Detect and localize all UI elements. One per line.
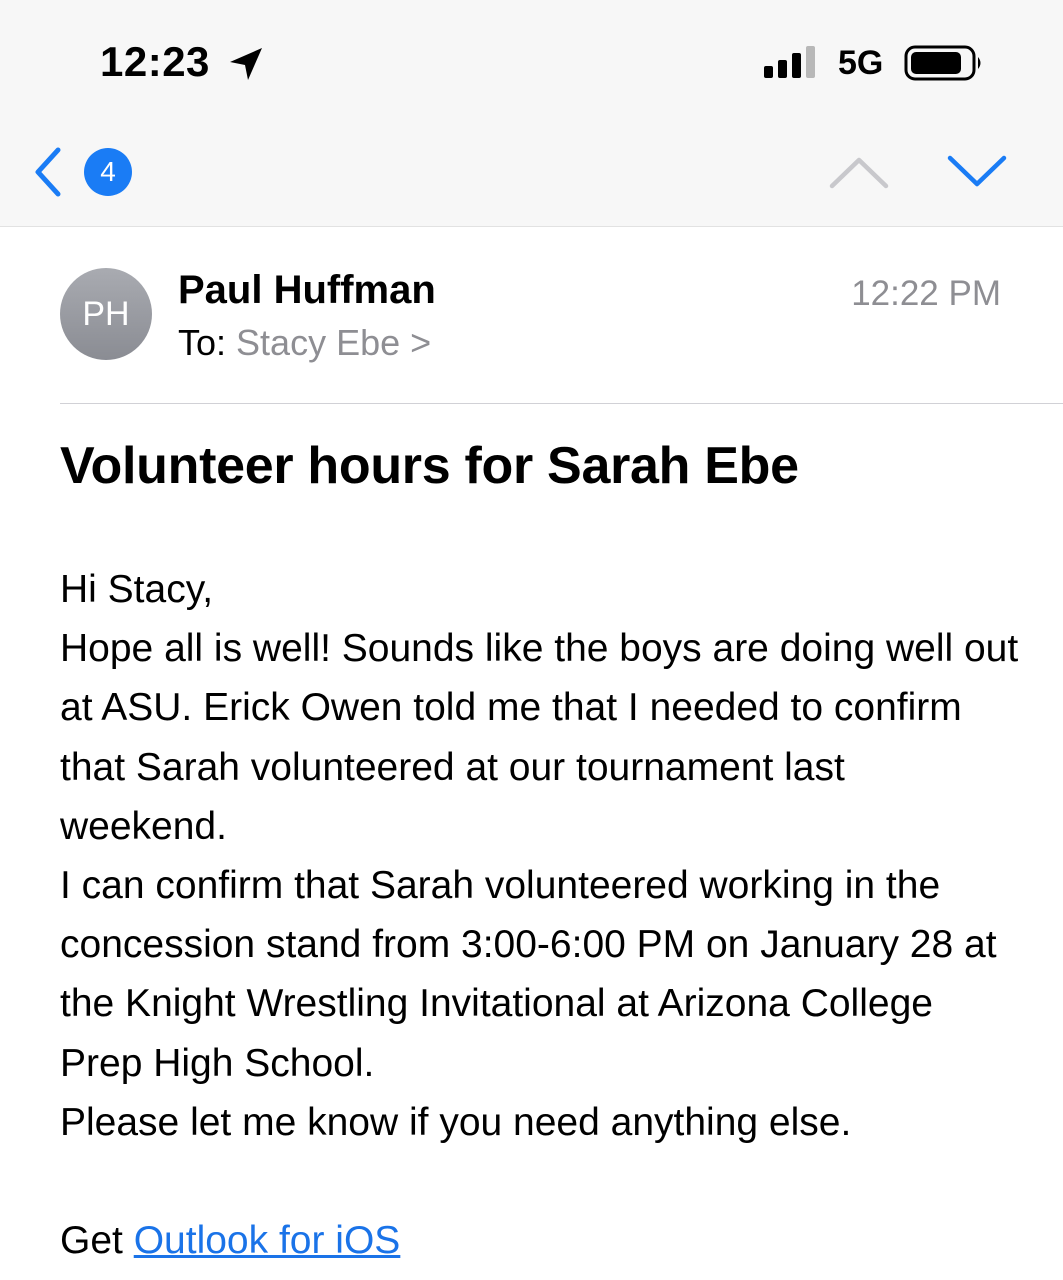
- status-time: 12:23: [100, 38, 210, 85]
- body-spacer: [60, 1152, 1020, 1211]
- email-timestamp: 12:22 PM: [851, 274, 1001, 313]
- recipient-name: Stacy Ebe: [236, 322, 401, 363]
- cellular-signal-icon: [764, 44, 822, 80]
- unread-count-badge: 4: [84, 148, 132, 196]
- body-paragraph: I can confirm that Sarah volunteered working in the concession stand from 3:00-6:00 PM on January 28 at the Knight Wrestling Invitational at Arizona College Prep High School.: [60, 864, 997, 1085]
- body-paragraph: Hope all is well! Sounds like the boys are doing well out at ASU. Erick Owen told me that I needed to confirm that Sarah volunteered at our tournament last weekend.: [60, 627, 1019, 848]
- chevron-down-icon[interactable]: [946, 150, 1008, 194]
- sender-name[interactable]: Paul Huffman: [178, 268, 436, 312]
- signature-prefix: Get: [60, 1219, 123, 1263]
- mail-nav-bar: [0, 120, 1063, 227]
- location-arrow-icon: [226, 44, 266, 84]
- email-body: [60, 560, 1020, 1270]
- back-to-inbox-button[interactable]: [26, 144, 146, 200]
- header-divider: [60, 403, 1063, 404]
- email-signature: [60, 1211, 1020, 1270]
- chevron-left-icon: [30, 146, 66, 198]
- status-bar: [0, 0, 1063, 120]
- network-type-label: 5G: [838, 44, 884, 82]
- sender-avatar[interactable]: PH: [60, 268, 152, 360]
- body-paragraph: Hi Stacy,: [60, 568, 214, 611]
- chevron-up-icon[interactable]: [828, 150, 890, 194]
- recipient-row[interactable]: [178, 322, 431, 364]
- battery-icon: [904, 44, 984, 82]
- to-label: To:: [178, 322, 227, 363]
- body-paragraph: Please let me know if you need anything else.: [60, 1100, 852, 1144]
- outlook-for-ios-link[interactable]: Outlook for iOS: [133, 1219, 401, 1263]
- email-subject: Volunteer hours for Sarah Ebe: [60, 437, 799, 495]
- chevron-right-icon: >: [410, 322, 432, 363]
